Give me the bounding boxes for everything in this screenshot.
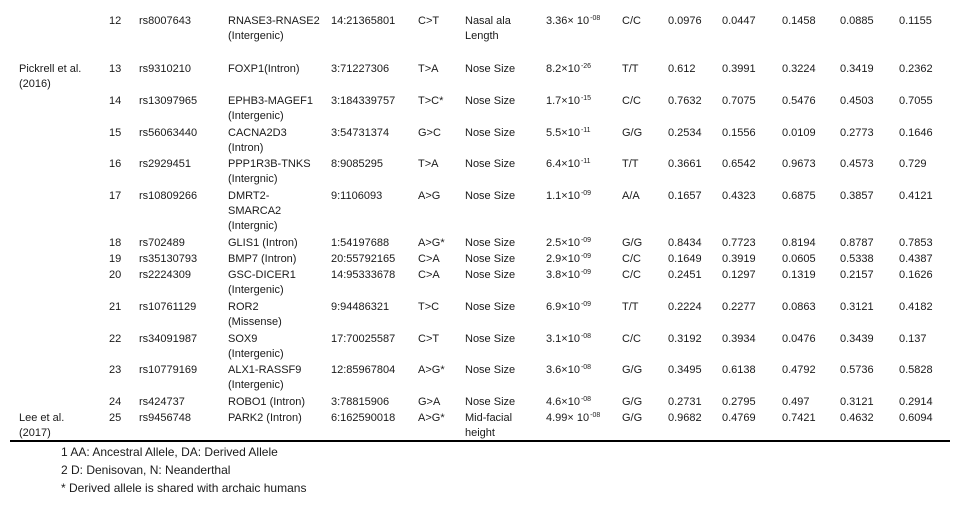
frequency-value: 0.9682 — [668, 412, 702, 424]
gene-label: ROR2 — [228, 301, 259, 313]
frequency-value: 0.0109 — [782, 127, 816, 139]
trait-label: Nose Size — [465, 63, 516, 75]
row-number: 15 — [109, 127, 122, 139]
p-value-exponent: -09 — [580, 301, 592, 308]
p-value-exponent: -09 — [580, 253, 592, 260]
frequency-value: 0.4573 — [840, 158, 874, 170]
p-value-base: 3.1×10 — [546, 333, 580, 345]
p-value — [546, 126, 591, 141]
p-value-exponent: -11 — [580, 158, 591, 165]
position: 14:95333678 — [331, 269, 396, 281]
frequency-value: 0.0863 — [782, 301, 816, 313]
frequency-value: 0.3224 — [782, 63, 816, 75]
frequency-value: 0.1646 — [899, 127, 933, 139]
trait-label: Nose Size — [465, 253, 516, 265]
frequency-value: 0.2362 — [899, 63, 933, 75]
p-value — [546, 363, 591, 378]
frequency-value: 0.2914 — [899, 396, 933, 408]
frequency-value: 0.3121 — [840, 301, 874, 313]
frequency-value: 0.137 — [899, 333, 927, 345]
p-value — [546, 189, 591, 204]
gene-label: EPHB3-MAGEF1 — [228, 95, 313, 107]
frequency-value: 0.0447 — [722, 15, 756, 27]
gene-label: PPP1R3B-TNKS — [228, 158, 311, 170]
frequency-value: 0.1155 — [899, 15, 932, 27]
trait-label: Nose Size — [465, 269, 516, 281]
frequency-value: 0.3919 — [722, 253, 756, 265]
frequency-value: 0.3991 — [722, 63, 756, 75]
snp-id: rs34091987 — [139, 333, 198, 345]
frequency-value: 0.4323 — [722, 190, 756, 202]
trait-label: Nose Size — [465, 95, 516, 107]
table-bottom-rule — [10, 440, 950, 442]
row-number: 20 — [109, 269, 122, 281]
p-value-base: 3.6×10 — [546, 364, 580, 376]
p-value-exponent: -15 — [580, 95, 592, 102]
row-number: 12 — [109, 15, 122, 27]
study-label: (2017) — [19, 427, 51, 439]
gene-label: ALX1-RASSF9 — [228, 364, 302, 376]
frequency-value: 0.1458 — [782, 15, 816, 27]
frequency-value: 0.2224 — [668, 301, 702, 313]
allele-change: T>A — [418, 158, 439, 170]
gene-label: ROBO1 (Intron) — [228, 396, 306, 408]
footnote-2: 2 D: Denisovan, N: Neanderthal — [61, 463, 231, 477]
position: 3:78815906 — [331, 396, 390, 408]
frequency-value: 0.5338 — [840, 253, 874, 265]
allele-change: C>T — [418, 333, 440, 345]
p-value-base: 1.7×10 — [546, 95, 580, 107]
frequency-value: 0.1649 — [668, 253, 702, 265]
trait-label: Nose Size — [465, 190, 516, 202]
genotype: G/G — [622, 127, 643, 139]
gene-label: BMP7 (Intron) — [228, 253, 297, 265]
row-number: 24 — [109, 396, 122, 408]
gene-label: FOXP1(Intron) — [228, 63, 300, 75]
trait-label: Nose Size — [465, 127, 516, 139]
snp-id: rs9310210 — [139, 63, 191, 75]
position: 17:70025587 — [331, 333, 396, 345]
snp-id: rs56063440 — [139, 127, 198, 139]
frequency-value: 0.5736 — [840, 364, 874, 376]
gene-label: (Intron) — [228, 142, 264, 154]
gene-label: GLIS1 (Intron) — [228, 237, 298, 249]
frequency-value: 0.3495 — [668, 364, 702, 376]
p-value-base: 4.99× 10 — [546, 412, 590, 424]
gene-label: (Intergnic) — [228, 220, 278, 232]
frequency-value: 0.1657 — [668, 190, 702, 202]
trait-label: Nose Size — [465, 237, 516, 249]
frequency-value: 0.8787 — [840, 237, 874, 249]
trait-label: Length — [465, 30, 499, 42]
frequency-value: 0.6138 — [722, 364, 756, 376]
frequency-value: 0.4387 — [899, 253, 933, 265]
allele-change: A>G* — [418, 237, 445, 249]
frequency-value: 0.7075 — [722, 95, 756, 107]
snp-id: rs2929451 — [139, 158, 191, 170]
genotype: G/G — [622, 412, 643, 424]
p-value-base: 4.6×10 — [546, 396, 580, 408]
p-value — [546, 411, 600, 426]
frequency-value: 0.0976 — [668, 15, 702, 27]
p-value-base: 5.5×10 — [546, 127, 580, 139]
allele-change: T>C — [418, 301, 440, 313]
frequency-value: 0.4182 — [899, 301, 933, 313]
position: 20:55792165 — [331, 253, 396, 265]
p-value — [546, 395, 591, 410]
frequency-value: 0.3439 — [840, 333, 874, 345]
frequency-value: 0.2534 — [668, 127, 702, 139]
frequency-value: 0.0476 — [782, 333, 816, 345]
frequency-value: 0.612 — [668, 63, 696, 75]
p-value-base: 3.8×10 — [546, 269, 580, 281]
frequency-value: 0.8194 — [782, 237, 816, 249]
gene-label: SMARCA2 — [228, 205, 282, 217]
p-value-exponent: -08 — [590, 15, 601, 22]
row-number: 21 — [109, 301, 122, 313]
trait-label: Nose Size — [465, 396, 516, 408]
frequency-value: 0.5476 — [782, 95, 816, 107]
gene-label: GSC-DICER1 — [228, 269, 296, 281]
trait-label: height — [465, 427, 495, 439]
p-value-base: 6.9×10 — [546, 301, 580, 313]
genotype: T/T — [622, 301, 639, 313]
p-value — [546, 332, 591, 347]
position: 3:71227306 — [331, 63, 390, 75]
p-value — [546, 300, 591, 315]
frequency-value: 0.3857 — [840, 190, 874, 202]
frequency-value: 0.9673 — [782, 158, 816, 170]
p-value-base: 3.36× 10 — [546, 15, 590, 27]
frequency-value: 0.6542 — [722, 158, 756, 170]
row-number: 14 — [109, 95, 122, 107]
frequency-value: 0.5828 — [899, 364, 933, 376]
genotype: G/G — [622, 364, 643, 376]
allele-change: G>A — [418, 396, 441, 408]
frequency-value: 0.3661 — [668, 158, 702, 170]
position: 12:85967804 — [331, 364, 396, 376]
trait-label: Nose Size — [465, 301, 516, 313]
frequency-value: 0.2795 — [722, 396, 756, 408]
gene-label: (Intergenic) — [228, 379, 284, 391]
row-number: 13 — [109, 63, 122, 75]
allele-change: A>G* — [418, 364, 445, 376]
row-number: 23 — [109, 364, 122, 376]
p-value — [546, 62, 591, 77]
footnote-1: 1 AA: Ancestral Allele, DA: Derived Allele — [61, 445, 278, 459]
frequency-value: 0.3934 — [722, 333, 756, 345]
frequency-value: 0.497 — [782, 396, 810, 408]
allele-change: C>A — [418, 253, 440, 265]
snp-id: rs35130793 — [139, 253, 198, 265]
position: 3:184339757 — [331, 95, 396, 107]
row-number: 19 — [109, 253, 122, 265]
frequency-value: 0.7055 — [899, 95, 933, 107]
frequency-value: 0.1319 — [782, 269, 816, 281]
frequency-value: 0.7853 — [899, 237, 933, 249]
p-value-base: 2.9×10 — [546, 253, 580, 265]
position: 9:94486321 — [331, 301, 390, 313]
trait-label: Nose Size — [465, 333, 516, 345]
frequency-value: 0.1556 — [722, 127, 756, 139]
genotype: C/C — [622, 15, 641, 27]
position: 14:21365801 — [331, 15, 396, 27]
gene-label: DMRT2- — [228, 190, 270, 202]
p-value-exponent: -11 — [580, 127, 591, 134]
allele-change: G>C — [418, 127, 441, 139]
trait-label: Nose Size — [465, 364, 516, 376]
position: 8:9085295 — [331, 158, 383, 170]
p-value — [546, 157, 591, 172]
trait-label: Nasal ala — [465, 15, 511, 27]
frequency-value: 0.1626 — [899, 269, 933, 281]
snp-id: rs702489 — [139, 237, 185, 249]
trait-label: Mid-facial — [465, 412, 513, 424]
allele-change: T>A — [418, 63, 439, 75]
position: 1:54197688 — [331, 237, 390, 249]
gene-label: CACNA2D3 — [228, 127, 287, 139]
frequency-value: 0.3419 — [840, 63, 874, 75]
p-value-exponent: -08 — [580, 364, 592, 371]
frequency-value: 0.6875 — [782, 190, 816, 202]
row-number: 16 — [109, 158, 122, 170]
frequency-value: 0.6094 — [899, 412, 933, 424]
snp-id: rs13097965 — [139, 95, 198, 107]
p-value — [546, 14, 600, 29]
footnote-3: * Derived allele is shared with archaic humans — [61, 481, 307, 495]
p-value-base: 8.2×10 — [546, 63, 580, 75]
genotype: T/T — [622, 158, 639, 170]
p-value-base: 2.5×10 — [546, 237, 580, 249]
study-label: Lee et al. — [19, 412, 65, 424]
snp-id: rs2224309 — [139, 269, 191, 281]
gene-label: (Intergenic) — [228, 30, 284, 42]
position: 3:54731374 — [331, 127, 390, 139]
gene-label: (Intergenic) — [228, 110, 284, 122]
row-number: 25 — [109, 412, 122, 424]
p-value-exponent: -08 — [590, 412, 601, 419]
p-value-base: 6.4×10 — [546, 158, 580, 170]
p-value — [546, 268, 591, 283]
gene-label: SOX9 — [228, 333, 258, 345]
frequency-value: 0.0885 — [840, 15, 874, 27]
snp-id: rs10809266 — [139, 190, 198, 202]
p-value-exponent: -09 — [580, 269, 592, 276]
genotype: G/G — [622, 237, 643, 249]
p-value-exponent: -09 — [580, 237, 592, 244]
allele-change: T>C* — [418, 95, 444, 107]
genotype: C/C — [622, 95, 641, 107]
frequency-value: 0.2157 — [840, 269, 874, 281]
allele-change: C>T — [418, 15, 440, 27]
p-value — [546, 252, 591, 267]
position: 6:162590018 — [331, 412, 396, 424]
genotype: C/C — [622, 253, 641, 265]
frequency-value: 0.0605 — [782, 253, 816, 265]
frequency-value: 0.2277 — [722, 301, 756, 313]
frequency-value: 0.4503 — [840, 95, 874, 107]
snp-id: rs10779169 — [139, 364, 198, 376]
gene-label: (Intergenic) — [228, 284, 284, 296]
p-value-exponent: -26 — [580, 63, 592, 70]
genotype: G/G — [622, 396, 643, 408]
gene-label: (Intergnic) — [228, 173, 278, 185]
row-number: 18 — [109, 237, 122, 249]
gene-label: (Missense) — [228, 316, 282, 328]
p-value — [546, 94, 591, 109]
frequency-value: 0.3192 — [668, 333, 702, 345]
genotype: A/A — [622, 190, 640, 202]
snp-id: rs9456748 — [139, 412, 191, 424]
p-value-base: 1.1×10 — [546, 190, 580, 202]
frequency-value: 0.2731 — [668, 396, 702, 408]
row-number: 17 — [109, 190, 122, 202]
trait-label: Nose Size — [465, 158, 516, 170]
frequency-value: 0.729 — [899, 158, 927, 170]
frequency-value: 0.4792 — [782, 364, 816, 376]
gene-label: RNASE3-RNASE2 — [228, 15, 320, 27]
frequency-value: 0.8434 — [668, 237, 702, 249]
p-value-exponent: -09 — [580, 190, 592, 197]
frequency-value: 0.4632 — [840, 412, 874, 424]
genotype: C/C — [622, 333, 641, 345]
frequency-value: 0.4769 — [722, 412, 756, 424]
gene-label: PARK2 (Intron) — [228, 412, 302, 424]
frequency-value: 0.2451 — [668, 269, 702, 281]
snp-id: rs10761129 — [139, 301, 197, 313]
gene-label: (Intergenic) — [228, 348, 284, 360]
frequency-value: 0.4121 — [899, 190, 933, 202]
study-label: (2016) — [19, 78, 51, 90]
frequency-value: 0.7421 — [782, 412, 816, 424]
allele-change: A>G — [418, 190, 441, 202]
genotype: T/T — [622, 63, 639, 75]
frequency-value: 0.1297 — [722, 269, 756, 281]
snp-id: rs424737 — [139, 396, 185, 408]
snp-id: rs8007643 — [139, 15, 191, 27]
genotype: C/C — [622, 269, 641, 281]
allele-change: C>A — [418, 269, 440, 281]
study-label: Pickrell et al. — [19, 63, 82, 75]
frequency-value: 0.3121 — [840, 396, 874, 408]
row-number: 22 — [109, 333, 122, 345]
frequency-value: 0.7632 — [668, 95, 702, 107]
frequency-value: 0.7723 — [722, 237, 756, 249]
p-value-exponent: -08 — [580, 333, 592, 340]
position: 9:1106093 — [331, 190, 383, 202]
allele-change: A>G* — [418, 412, 445, 424]
frequency-value: 0.2773 — [840, 127, 874, 139]
p-value-exponent: -08 — [580, 396, 592, 403]
p-value — [546, 236, 591, 251]
